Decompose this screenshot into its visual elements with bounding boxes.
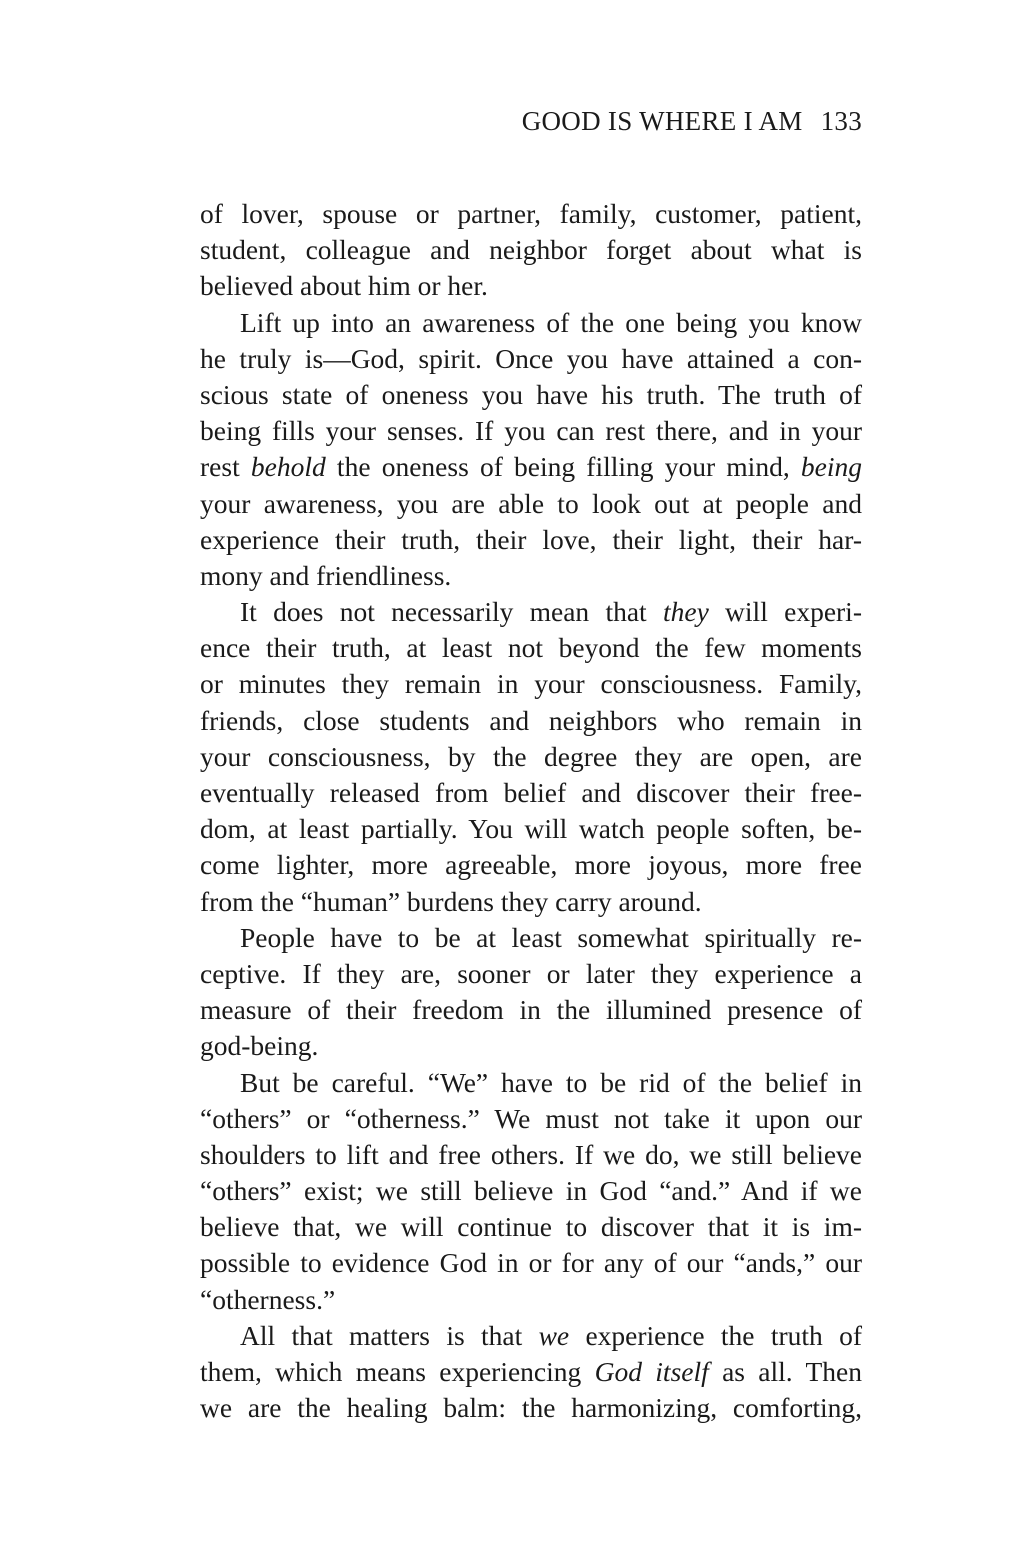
paragraph: [200, 1065, 862, 1318]
paragraph: [200, 1318, 862, 1427]
text-line: we are the healing balm: the harmonizing, comforting,: [200, 1392, 862, 1424]
italic-emphasis: behold: [250, 451, 326, 483]
text-line: being fills your senses. If you can rest there, and in your: [200, 415, 862, 447]
paragraph: [200, 920, 862, 1065]
running-header: [522, 106, 862, 137]
text-line: scious state of oneness you have his truth. The truth of: [200, 378, 862, 410]
text-line: But be careful. “We” have to be rid of the belief in: [240, 1066, 862, 1098]
text-line: or minutes they remain in your consciousness. Family,: [200, 668, 862, 700]
text-line: eventually released from belief and discover their free-: [200, 777, 862, 808]
text-line: friends, close students and neighbors who remain in: [200, 704, 862, 736]
text-line: “others” or “otherness.” We must not take it upon our: [200, 1102, 862, 1134]
text-line: “otherness.”: [200, 1283, 336, 1315]
text-line: your awareness, you are able to look out at people and: [200, 487, 862, 519]
text-line: come lighter, more agreeable, more joyous, more free: [200, 849, 862, 881]
text-line: dom, at least partially. You will watch people soften, be-: [200, 813, 862, 845]
italic-emphasis: we: [538, 1319, 570, 1351]
paragraph: [200, 196, 862, 305]
text-line: experience their truth, their love, their light, their har-: [200, 523, 862, 555]
text-line: All that matters is that we experience the truth of: [240, 1319, 862, 1351]
paragraph: [200, 305, 862, 595]
text-line: rest behold the oneness of being filling your mind, being: [200, 451, 862, 483]
text-line: Lift up into an awareness of the one being you know: [240, 306, 862, 338]
italic-emphasis: they: [662, 596, 709, 628]
text-line: them, which means experiencing God itself as all. Then: [200, 1356, 862, 1387]
italic-emphasis: being: [800, 451, 862, 483]
paragraph: [200, 594, 862, 920]
text-line: People have to be at least somewhat spiritually re-: [240, 921, 862, 953]
text-line: your consciousness, by the degree they are open, are: [200, 740, 862, 772]
text-line: measure of their freedom in the illumined presence of: [200, 994, 862, 1026]
text-line: “others” exist; we still believe in God “and.” And if we: [200, 1175, 862, 1207]
text-line: ceptive. If they are, sooner or later they experience a: [200, 957, 862, 989]
page-number: 133: [820, 106, 862, 136]
text-line: It does not necessarily mean that they will experi-: [240, 596, 862, 628]
text-line: student, colleague and neighbor forget about what is: [200, 234, 862, 266]
text-line: mony and friendliness.: [200, 559, 452, 591]
text-line: he truly is—God, spirit. Once you have attained a con-: [200, 342, 862, 374]
running-title: GOOD IS WHERE I AM: [521, 106, 803, 136]
text-line: god-being.: [200, 1030, 319, 1062]
text-line: from the “human” burdens they carry around.: [200, 885, 702, 917]
text-line: ence their truth, at least not beyond the few moments: [200, 632, 862, 664]
text-line: believed about him or her.: [200, 270, 488, 302]
text-line: possible to evidence God in or for any of our “ands,” our: [200, 1247, 862, 1279]
text-line: of lover, spouse or partner, family, customer, patient,: [200, 198, 862, 229]
text-line: shoulders to lift and free others. If we do, we still believe: [200, 1138, 862, 1170]
text-line: believe that, we will continue to discover that it is im-: [200, 1211, 862, 1243]
body-text: [200, 196, 862, 1426]
italic-emphasis: God itself: [594, 1356, 709, 1387]
